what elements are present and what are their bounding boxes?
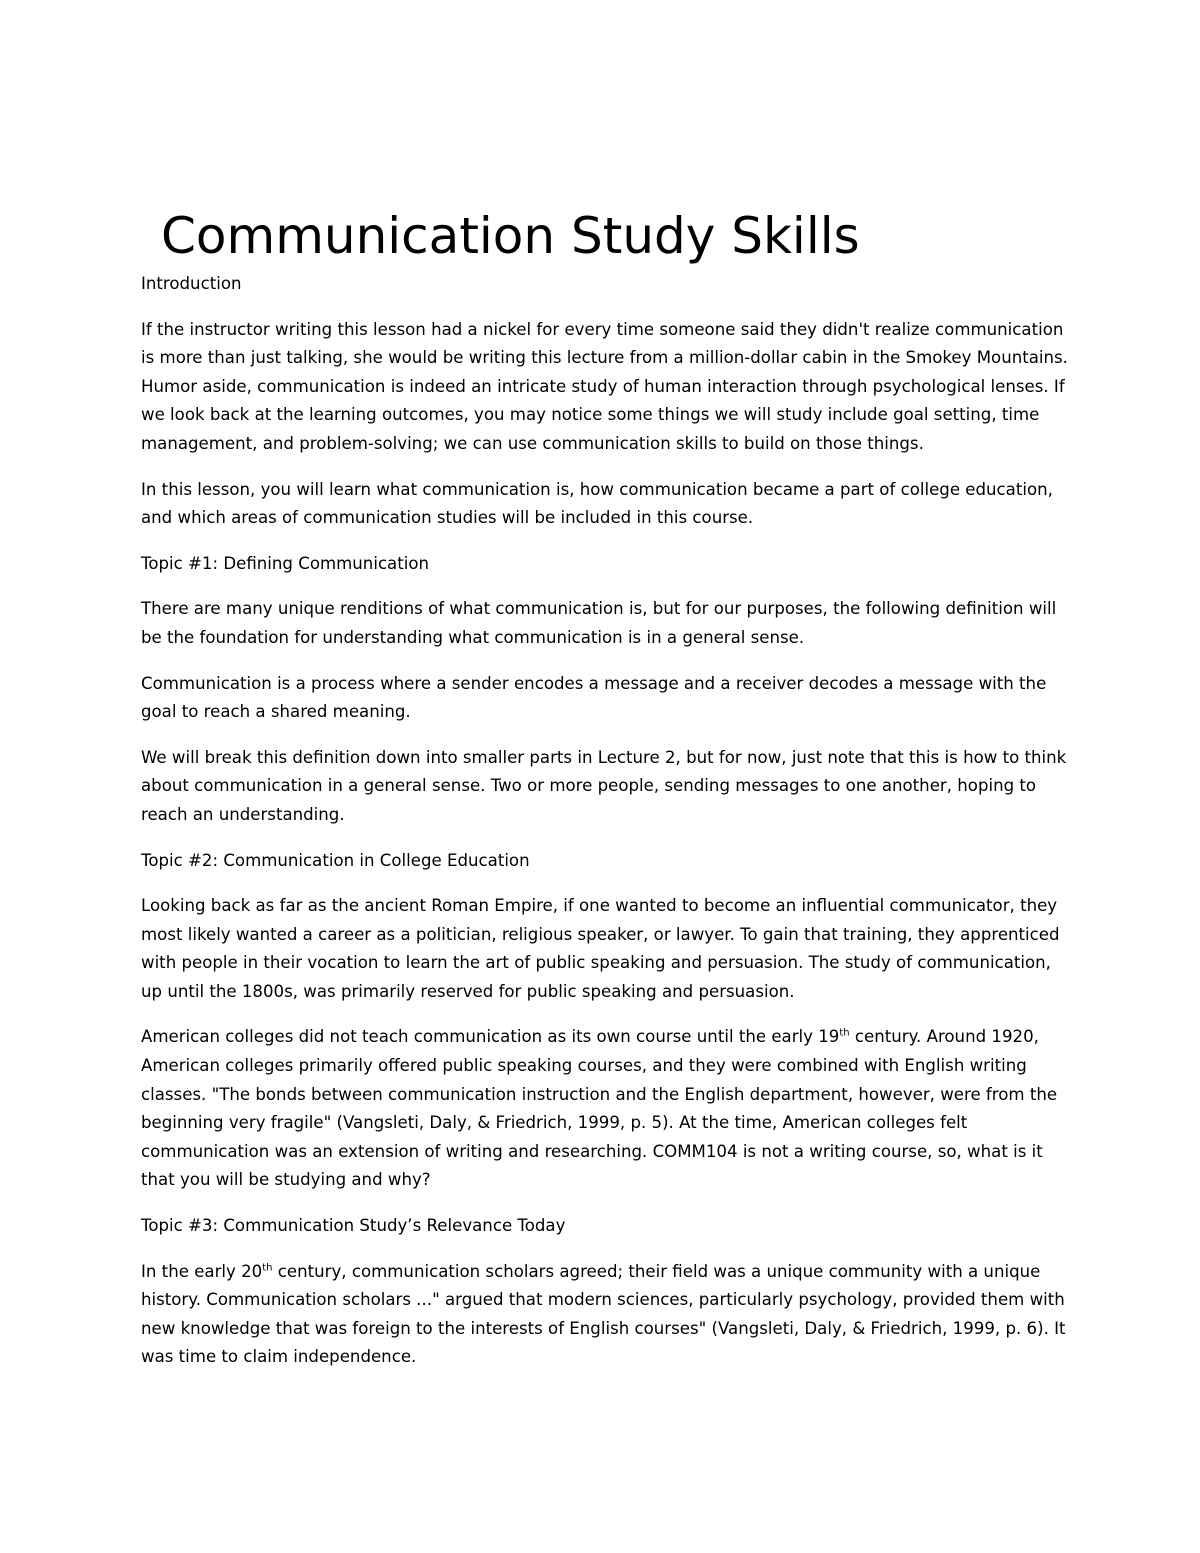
ordinal-superscript: th <box>839 1027 850 1039</box>
paragraph-topic3-1-text-a: In the early 20 <box>141 1261 263 1281</box>
paragraph-topic1-1: There are many unique renditions of what communication is, but for our purposes, the following definition will be the foundation for understanding what communication is in a general sense. <box>141 599 1057 647</box>
paragraph-topic1-3: We will break this definition down into smaller parts in Lecture 2, but for now, just note that this is how to think about communication in a general sense. Two or more people, sending messages to one another, hoping to reach an understanding. <box>141 747 1067 824</box>
paragraph-topic2-1: Looking back as far as the ancient Roman Empire, if one wanted to become an influential communicator, they most likely wanted a career as a politician, religious speaker, or lawyer. To gain that training, they apprenticed with people in their vocation to learn the art of public speaking and persuasion. The study of communication, up until the 1800s, was primarily reserved for public speaking and persuasion. <box>141 896 1060 1001</box>
document-title: Communication Study Skills <box>161 207 860 265</box>
paragraph-topic2-2 <box>141 1023 1071 1195</box>
section-heading-topic-2: Topic #2: Communication in College Education <box>141 850 530 870</box>
paragraph-topic1-definition: Communication is a process where a sender encodes a message and a receiver decodes a message with the goal to reach a shared meaning. <box>141 673 1047 722</box>
paragraph-topic3-1-text-b: century, communication scholars agreed; their field was a unique community with a unique history. Communication scholars ..." argued that modern sciences, particularly psychology, provided them with new knowledge that was foreign to the interests of English courses" (Vangsleti, Daly, & Friedrich, 1999, p. 6). It was time to claim independence. <box>141 1261 1066 1367</box>
section-heading-topic-3: Topic #3: Communication Study’s Relevance Today <box>141 1216 566 1236</box>
paragraph-topic2-2-text-a: American colleges did not teach communication as its own course until the early 19 <box>141 1027 840 1047</box>
section-heading-introduction: Introduction <box>141 274 242 293</box>
document-body <box>141 206 1071 1389</box>
ordinal-superscript: th <box>262 1262 273 1274</box>
paragraph-intro-1: If the instructor writing this lesson had a nickel for every time someone said they didn't realize communication is more than just talking, she would be writing this lecture from a million-dollar cabin in the Smokey Mountains. Humor aside, communication is indeed an intricate study of human interaction through psychological lenses. If we look back at the learning outcomes, you may notice some things we will study include goal setting, time management, and problem-solving; we can use communication skills to build on those things. <box>141 319 1068 453</box>
paragraph-intro-2: In this lesson, you will learn what communication is, how communication became a part of college education, and which areas of communication studies will be included in this course. <box>141 479 1053 528</box>
paragraph-topic3-1 <box>141 1258 1071 1372</box>
paragraph-topic2-2-text-b: century. Around 1920, American colleges primarily offered public speaking courses, and they were combined with English writing classes. "The bonds between communication instruction and the English department, however, were from the beginning very fragile" (Vangsleti, Daly, & Friedrich, 1999, p. 5). At the time, American colleges felt communication was an extension of writing and researching. COMM104 is not a writing course, so, what is it that you will be studying and why? <box>141 1027 1058 1190</box>
section-heading-topic-1: Topic #1: Defining Communication <box>141 553 430 573</box>
